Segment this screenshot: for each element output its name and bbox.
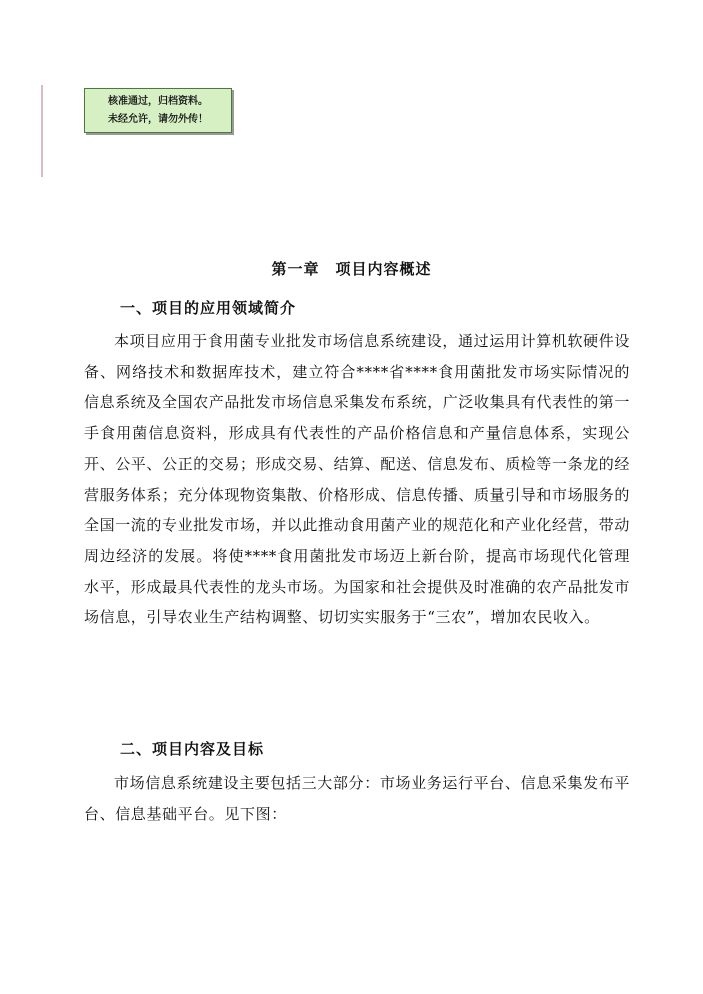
chapter-title: 第一章 项目内容概述 — [271, 260, 432, 278]
margin-marker-line — [41, 85, 43, 177]
section-heading-content-goals: 二、项目内容及目标 — [120, 740, 265, 758]
paragraph-content-goals: 市场信息系统建设主要包括三大部分：市场业务运行平台、信息采集发布平台、信息基础平台。见下图： — [84, 774, 630, 823]
stamp-line-approved: 核准通过，归档资料。 — [108, 96, 208, 107]
section-heading-application-field: 一、项目的应用领域简介 — [120, 299, 297, 317]
approval-stamp — [84, 88, 232, 133]
stamp-line-confidential: 未经允许，请勿外传！ — [108, 114, 208, 125]
paragraph-application-field: 本项目应用于食用菌专业批发市场信息系统建设，通过运用计算机软硬件设备、网络技术和数据库技术，建立符合****省****食用菌批发市场实际情况的信息系统及全国农产品批发市场信息采集发布系统，广泛收集具有代表性的第一手食用菌信息资料，形成具有代表性的产品价格信息和产量信息体系，实现公开、公平、公正的交易；形成交易、结算、配送、信息发布、质检等一条龙的经营服务体系；充分体现物资集散、价格形成、信息传播、质量引导和市场服务的全国一流的专业批发市场，并以此推动食用菌产业的规范化和产业化经营，带动周边经济的发展。将使****食用菌批发市场迈上新台阶，提高市场现代化管理水平，形成最具代表性的龙头市场。为国家和社会提供及时准确的农产品批发市场信息，引导农业生产结构调整、切切实实服务于“三农”，增加农民收入。 — [84, 332, 631, 627]
